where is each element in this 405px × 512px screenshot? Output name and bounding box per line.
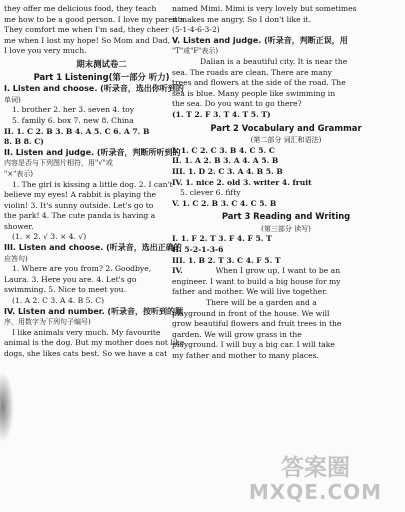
- script-line: dogs, she likes cats best. So we have a cat: [4, 349, 168, 358]
- part3-heading: Part 3 Reading and Writing: [221, 211, 351, 222]
- script-line: sea is blue. Many people like swimming in: [172, 88, 336, 98]
- test-title: 期末测试卷二: [76, 58, 127, 69]
- answer-line: V. 1. C 2. B 3. C 4. C 5. B: [172, 198, 277, 208]
- watermark-text: 答案圈: [281, 455, 350, 481]
- section-label: IV.: [172, 266, 183, 276]
- script-line: believe my eyes! A rabbit is playing the: [4, 190, 156, 200]
- right-column: [172, 4, 400, 362]
- script-line: I like animals very much. My favourite: [12, 327, 161, 337]
- left-column: [4, 4, 199, 360]
- section-heading-cont: "×"表示): [4, 169, 34, 178]
- script-line: it makes me angry. So I don't like it.: [172, 14, 311, 24]
- script-line: shower.: [4, 221, 34, 231]
- section-heading-cont: 单词): [4, 95, 21, 104]
- script-line: Laura. 3. Here you are. 4. Let's go: [4, 274, 137, 284]
- answer-line: I. 1. F 2. T 3. F 4. F 5. T: [172, 234, 272, 244]
- part2-subheading: (第二部分 词汇和语法): [250, 136, 322, 145]
- answer-line: (1. A 2. C 3. A 4. B 5. C): [12, 296, 105, 306]
- essay-line: playground. I will buy a big car. I will take: [172, 340, 335, 350]
- essay-line: my father and mother to many places.: [172, 351, 319, 360]
- answer-line: III. 1. D 2. C 3. A 4. B 5. B: [172, 166, 283, 176]
- section-heading: IV. Listen and number. (听录音，按听到的顺: [4, 306, 184, 316]
- script-line: trees and flowers at the side of the road. The: [172, 78, 346, 88]
- answer-line: III. 1. B 2. T 3. C 4. F 5. T: [172, 255, 281, 265]
- watermark-logo: [228, 456, 403, 508]
- page-edge-shadow: [0, 372, 14, 442]
- script-line: violin! 3. It's sunny outside. Let's go to: [4, 200, 154, 210]
- script-line: Dalian is a beautiful city. It is near the: [200, 56, 348, 66]
- answer-line: II. 1. A 2. B 3. A 4. A 5. B: [172, 156, 279, 166]
- section-heading: III. Listen and choose. (听录音，选出正确的: [4, 243, 182, 253]
- answer-line: 1. brother 2. her 3. seven 4. toy: [12, 105, 135, 115]
- section-heading-cont: 内容是否与下列图片相符，用"√"或: [4, 159, 113, 168]
- answer-line: (1. × 2. √ 3. × 4. √): [12, 232, 87, 242]
- section-heading-cont: "T"或"F"表示): [172, 47, 219, 56]
- answer-line: (5-1-4-6-3-2): [172, 25, 220, 35]
- answer-line: II. 1. C 2. B 3. B 4. A 5. C 6. A 7. B: [4, 126, 150, 136]
- part1-heading: Part 1 Listening(第一部分 听力): [33, 71, 170, 82]
- part3-subheading: (第三部分 读写): [261, 224, 311, 233]
- answer-line: II. 5-2-1-3-6: [172, 245, 224, 255]
- section-heading-cont: 应答句): [4, 254, 28, 263]
- intro-line: I love you very much.: [4, 46, 87, 56]
- script-line: the sea. Do you want to go there?: [172, 99, 302, 109]
- intro-line: me how to be a good person. I love my parents.: [4, 14, 187, 24]
- answer-line: IV. 1. nice 2. old 3. writer 4. fruit: [172, 177, 312, 187]
- script-line: animal is the dog. But my mother does not like: [4, 338, 185, 348]
- essay-line: father and mother. We will live together.: [172, 287, 328, 297]
- essay-line: grow beautiful flowers and fruit trees in the: [172, 319, 342, 329]
- section-heading: I. Listen and choose. (听录音，选出你听到的: [4, 84, 184, 94]
- section-heading: II. Listen and judge. (听录音，判断所听到的: [4, 147, 181, 157]
- script-line: named Mimi. Mimi is very lovely but sometimes: [172, 4, 357, 13]
- essay-line: There will be a garden and a: [206, 298, 317, 308]
- answer-line: 8. B 8. C): [4, 137, 44, 147]
- answer-line: 5. family 6. box 7. new 8. China: [12, 115, 134, 125]
- section-heading-cont: 序，用数字为下列句子编号): [4, 318, 91, 327]
- answer-line: (1. T 2. F 3. T 4. T 5. T): [172, 109, 271, 119]
- essay-line: garden. We will grow grass in the: [172, 329, 302, 339]
- answer-line: I. 1. C 2. C 3. B 4. C 5. C: [172, 145, 275, 155]
- watermark-url: MXQE.COM: [248, 480, 383, 504]
- intro-line: they offer me delicious food, they teach: [4, 4, 157, 13]
- script-line: swimming. 5. Nice to meet you.: [4, 285, 126, 295]
- essay-line: engineer. I want to build a big house for my: [172, 276, 341, 286]
- essay-first-line: [172, 266, 400, 277]
- intro-line: me when I lost my hope! So Mom and Dad,: [4, 35, 170, 45]
- answer-line: 5. clever 6. fifty: [180, 188, 241, 198]
- script-line: 1. Where are you from? 2. Goodbye,: [12, 264, 152, 274]
- section-heading: V. Listen and judge. (听录音，判断正误，用: [172, 35, 348, 45]
- script-line: sea. The roads are clean. There are many: [172, 67, 332, 77]
- script-line: the park! 4. The cute panda is having a: [4, 211, 156, 221]
- intro-line: They comfort me when I'm sad, they cheer: [4, 25, 169, 35]
- essay-line: playground in front of the house. We will: [172, 308, 330, 318]
- essay-line: When I grow up, I want to be an: [215, 266, 341, 276]
- part2-heading: Part 2 Vocabulary and Grammar: [210, 122, 362, 133]
- script-line: 1. The girl is kissing a little dog. 2. I can't: [12, 179, 173, 189]
